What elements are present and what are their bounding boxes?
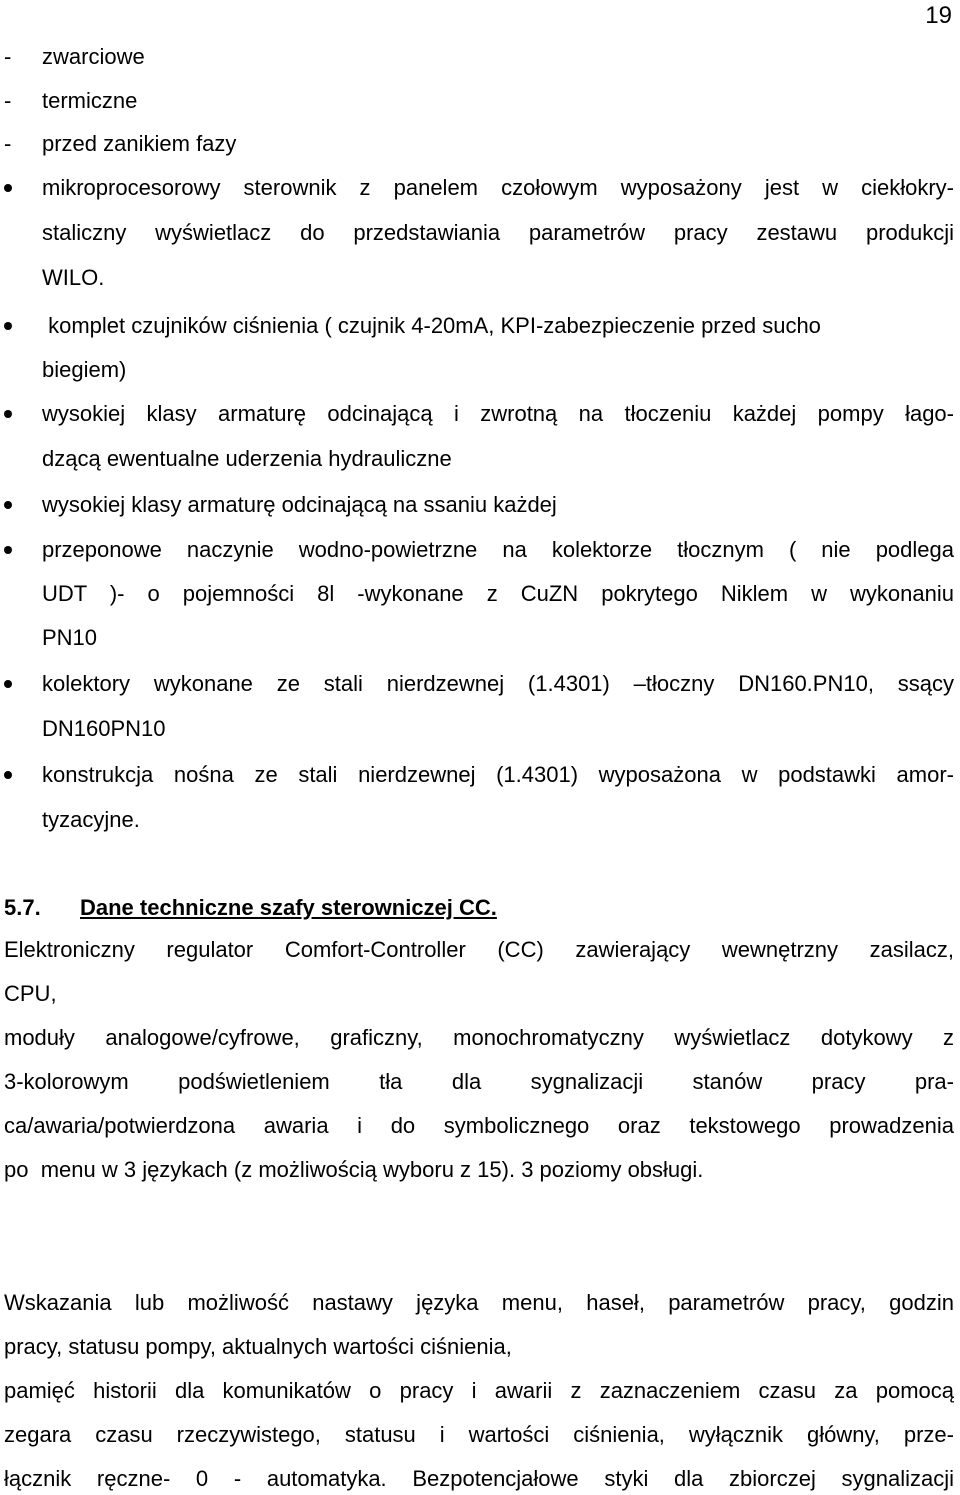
paragraph-line: pamięć historii dla komunikatów o pracy i awarii z zaznaczeniem czasu za pomocą xyxy=(4,1378,954,1403)
paragraph-line: Elektroniczny regulator Comfort-Controller (CC) zawierający wewnętrzny zasilacz, xyxy=(4,937,954,962)
paragraph-line: ca/awaria/potwierdzona awaria i do symbolicznego oraz tekstowego prowadzenia xyxy=(4,1113,954,1138)
bullet-line: WILO. xyxy=(42,265,105,290)
bullet-continuation xyxy=(0,805,954,835)
bullet-line: staliczny wyświetlacz do przedstawiania parametrów pracy zestawu produkcji xyxy=(42,220,954,245)
paragraph-line: łącznik ręczne- 0 - automatyka. Bezpotencjałowe styki dla zbiorczej sygnalizacji xyxy=(4,1466,954,1491)
bullet-line: wysokiej klasy armaturę odcinającą i zwrotną na tłoczeniu każdej pompy łago- xyxy=(42,401,954,426)
bullet-line: przeponowe naczynie wodno-powietrzne na kolektorze tłocznym ( nie podlega xyxy=(42,537,954,562)
dash-item-text: przed zanikiem fazy xyxy=(42,131,237,156)
bullet-line: tyzacyjne. xyxy=(42,807,140,832)
bullet-icon xyxy=(4,680,12,688)
bullet-line: biegiem) xyxy=(42,357,127,382)
bullet-continuation xyxy=(0,444,954,474)
paragraph-line: moduły analogowe/cyfrowe, graficzny, monochromatyczny wyświetlacz dotykowy z xyxy=(4,1025,954,1050)
dash-list-item xyxy=(0,86,954,116)
dash-list-item xyxy=(0,42,954,72)
bullet-line: DN160PN10 xyxy=(42,716,166,741)
bullet-icon xyxy=(4,184,12,192)
bullet-list-item xyxy=(0,399,954,429)
bullet-continuation xyxy=(0,579,954,609)
bullet-list-item xyxy=(0,173,954,203)
paragraph-line: po menu w 3 językach (z możliwością wyboru z 15). 3 poziomy obsługi. xyxy=(4,1157,704,1182)
dash-list-item xyxy=(0,129,954,159)
bullet-icon xyxy=(4,501,12,509)
bullet-line: PN10 xyxy=(42,625,98,650)
bullet-list-item xyxy=(0,311,954,341)
bullet-continuation xyxy=(0,355,954,385)
bullet-line: mikroprocesorowy sterownik z panelem czołowym wyposażony jest w ciekłokry- xyxy=(42,175,954,200)
dash-marker: - xyxy=(4,131,12,156)
section-number: 5.7. xyxy=(4,895,41,920)
dash-item-text: termiczne xyxy=(42,88,138,113)
bullet-line: kolektory wykonane ze stali nierdzewnej (1.4301) –tłoczny DN160.PN10, ssący xyxy=(42,671,954,696)
paragraph-line: 3-kolorowym podświetleniem tła dla sygnalizacji stanów pracy pra- xyxy=(4,1069,954,1094)
page-number: 19 xyxy=(925,2,952,29)
bullet-line: wysokiej klasy armaturę odcinającą na ssaniu każdej xyxy=(42,492,557,517)
bullet-line: komplet czujników ciśnienia ( czujnik 4-20mA, KPI-zabezpieczenie przed sucho xyxy=(42,313,821,338)
bullet-icon xyxy=(4,322,12,330)
dash-marker: - xyxy=(4,44,12,69)
bullet-list-item xyxy=(0,535,954,565)
bullet-list-item xyxy=(0,490,954,520)
bullet-line: konstrukcja nośna ze stali nierdzewnej (1.4301) wyposażona w podstawki amor- xyxy=(42,762,954,787)
paragraph-line: pracy, statusu pompy, aktualnych wartości ciśnienia, xyxy=(4,1334,512,1359)
bullet-icon xyxy=(4,546,12,554)
bullet-icon xyxy=(4,410,12,418)
bullet-continuation xyxy=(0,714,954,744)
bullet-continuation xyxy=(0,263,954,293)
section-title: Dane techniczne szafy sterowniczej CC. xyxy=(80,895,497,920)
section-heading xyxy=(4,893,497,923)
bullet-list-item xyxy=(0,760,954,790)
paragraph-line: Wskazania lub możliwość nastawy języka menu, haseł, parametrów pracy, godzin xyxy=(4,1290,954,1315)
dash-item-text: zwarciowe xyxy=(42,44,145,69)
dash-marker: - xyxy=(4,88,12,113)
paragraph-line: zegara czasu rzeczywistego, statusu i wartości ciśnienia, wyłącznik główny, prze- xyxy=(4,1422,954,1447)
bullet-line: UDT )- o pojemności 8l -wykonane z CuZN pokrytego Niklem w wykonaniu xyxy=(42,581,954,606)
bullet-continuation xyxy=(0,218,954,248)
bullet-list-item xyxy=(0,669,954,699)
bullet-line: dzącą ewentualne uderzenia hydrauliczne xyxy=(42,446,452,471)
paragraph-line: CPU, xyxy=(4,981,57,1006)
bullet-continuation xyxy=(0,623,954,653)
bullet-icon xyxy=(4,771,12,779)
